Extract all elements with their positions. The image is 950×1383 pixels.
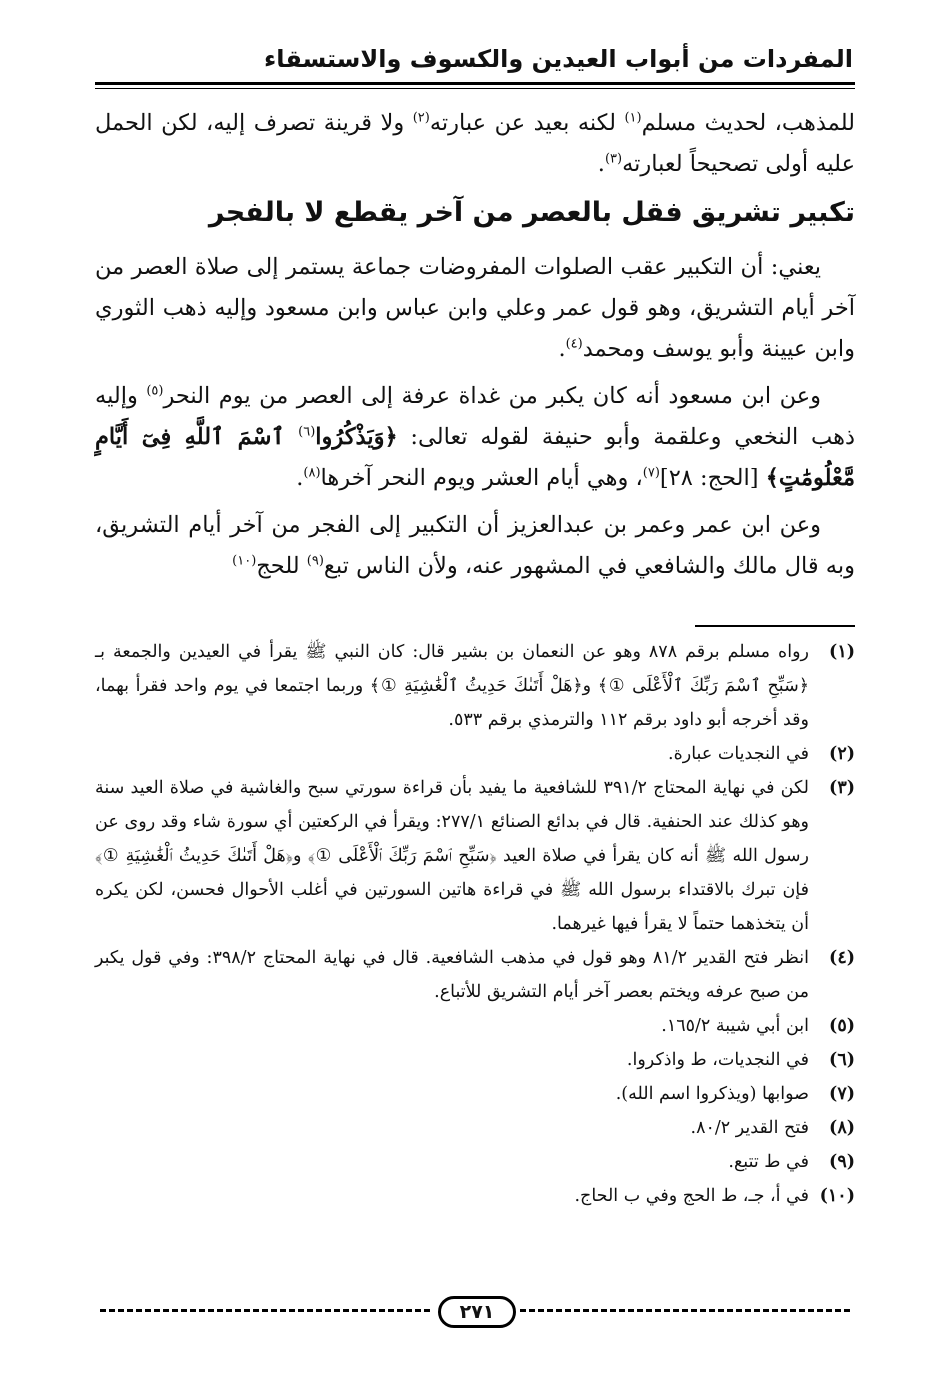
- footnotes: [95, 635, 855, 1213]
- footnote-text: انظر فتح القدير ٨١/٢ وهو قول في مذهب الشافعية. قال في نهاية المحتاج ٣٩٨/٢: وفي قول يكبر من صبح عرفه ويختم بعصر آخر أيام التشريق للأتباع.: [95, 948, 809, 1002]
- footnote-number: (٢): [829, 744, 855, 764]
- footnote-text: في النجديات عبارة.: [668, 744, 809, 764]
- page-number: ٢٧١: [438, 1296, 516, 1328]
- footnote-number: (٦): [829, 1050, 855, 1070]
- paragraph-3: [95, 376, 855, 499]
- footnote-ref-5[interactable]: (٥): [146, 383, 164, 399]
- quran-quote-part-2: ٱسْمَ ٱللَّهِ فِىٓ أَيَّامٍ مَّعْلُومَٰتٍ﴾: [95, 424, 855, 491]
- footnote: [95, 1043, 855, 1077]
- footnote: [95, 1009, 855, 1043]
- footnote-ref-2[interactable]: (٢): [412, 110, 430, 126]
- p3-text-d: ، وهي أيام العشر ويوم النحر آخرها: [320, 465, 643, 491]
- footnote-text: ابن أبي شيبة ١٦٥/٢.: [661, 1016, 809, 1036]
- p1-text-a: للمذهب، لحديث مسلم: [641, 110, 855, 136]
- footnote: [95, 941, 855, 1009]
- footnote-ref-3[interactable]: (٣): [604, 151, 623, 167]
- paragraph-4: [95, 505, 855, 587]
- p1-text-d: .: [597, 151, 605, 177]
- footnote-text: في أ، جـ، ط الحج وفي ب الحاج.: [574, 1186, 809, 1206]
- footnote-text: في ط تتبع.: [728, 1152, 809, 1172]
- footnote-ref-10[interactable]: (١٠): [232, 553, 257, 569]
- footnote-ref-4[interactable]: (٤): [565, 336, 583, 352]
- page-footer: [100, 1296, 850, 1326]
- p2-text-b: .: [558, 336, 566, 362]
- footnote-number: (٣): [829, 778, 855, 798]
- footnote-ref-7[interactable]: (٧): [642, 465, 660, 481]
- footnote: [95, 737, 855, 771]
- footnote: [95, 1179, 855, 1213]
- footer-dashed-rule-left: [100, 1309, 430, 1312]
- p3-text-b: وإليه ذهب النخعي وعلقمة وأبو حنيفة لقوله تعالى:: [95, 383, 856, 450]
- footnote-number: (٨): [829, 1118, 855, 1138]
- footnote-text: فتح القدير ٨٠/٢.: [690, 1118, 809, 1138]
- footnote-number: (١٠): [819, 1186, 855, 1206]
- footnote-number: (٧): [829, 1084, 855, 1104]
- footnote: [95, 635, 855, 737]
- p3-text-c: [الحج: ٢٨]: [659, 465, 766, 491]
- footnote-ref-9[interactable]: (٩): [306, 553, 324, 569]
- footnote: [95, 1145, 855, 1179]
- footnote-text: في النجديات، ط واذكروا.: [626, 1050, 809, 1070]
- footnote: [95, 771, 855, 941]
- footnote-separator: [695, 625, 855, 627]
- paragraph-1: [95, 103, 855, 185]
- footnote-ref-6[interactable]: (٦): [298, 424, 316, 440]
- header-rule: [95, 82, 855, 89]
- footer-dashed-rule-right: [520, 1309, 850, 1312]
- footnote-number: (١): [829, 642, 855, 662]
- footnote-text: صوابها (ويذكروا اسم الله).: [615, 1084, 809, 1104]
- p4-text-a: وعن ابن عمر وعمر بن عبدالعزيز أن التكبير إلى الفجر من آخر أيام التشريق، وبه قال مالك والشافعي في المشهور عنه، ولأن الناس تبع: [95, 512, 855, 579]
- verse-heading: تكبير تشريق فقل بالعصر من آخر يقطع لا بالفجر: [208, 197, 855, 228]
- footnote-text: لكن في نهاية المحتاج ٣٩١/٢ للشافعية ما يفيد بأن قراءة سورتي سبح والغاشية في صلاة العيد سنة وهو كذلك عند الحنفية. قال في بدائع الصنائع ٢٧٧/١: ويقرأ في الركعتين أي سورة شاء وقد روى عن رسول الله ﷺ أنه كان يقرأ في صلاة العيد ﴿سَبِّحِ ٱسْمَ رَبِّكَ ٱلْأَعْلَى ①﴾ و﴿هَلْ أَتَىٰكَ حَدِيثُ ٱلْغَٰشِيَةِ ①﴾ فإن تبرك بالاقتداء برسول الله ﷺ في قراءة هاتين السورتين في أغلب الأحوال فحسن، لكن يكره أن يتخذهما حتماً لا يقرأ فيها غيرهما.: [95, 778, 809, 934]
- quran-quote-part-1: ﴿وَيَذْكُرُوا: [315, 424, 398, 450]
- p4-text-b: للحج: [256, 553, 307, 579]
- footnote: [95, 1077, 855, 1111]
- footnote: [95, 1111, 855, 1145]
- main-text: [95, 103, 855, 587]
- footnote-number: (٩): [829, 1152, 855, 1172]
- paragraph-2: [95, 247, 855, 370]
- footnote-number: (٤): [829, 948, 855, 968]
- footnote-text: رواه مسلم برقم ٨٧٨ وهو عن النعمان بن بشير قال: كان النبي ﷺ يقرأ في العيدين والجمعة بـ ﴿سَبِّحِ ٱسْمَ رَبِّكَ ٱلْأَعْلَى ①﴾ و﴿هَلْ أَتَىٰكَ حَدِيثُ ٱلْغَٰشِيَةِ ①﴾ وربما اجتمعا في يوم واحد فقرأ بهما، وقد أخرجه أبو داود برقم ١١٢ والترمذي برقم ٥٣٣.: [95, 642, 809, 730]
- running-title: المفردات من أبواب العيدين والكسوف والاستسقاء: [264, 45, 853, 73]
- p2-text-a: يعني: أن التكبير عقب الصلوات المفروضات جماعة يستمر إلى صلاة العصر من آخر أيام التشريق، وهو قول عمر وعلي وابن عباس وابن مسعود وإليه ذهب الثوري وابن عيينة وأبو يوسف ومحمد: [95, 254, 855, 362]
- p1-text-b: لكنه بعيد عن عبارته: [429, 110, 625, 136]
- p1-text-c: ولا قرينة تصرف إليه، لكن الحمل عليه أولى تصحيحاً لعبارته: [95, 110, 855, 177]
- footnote-number: (٥): [829, 1016, 855, 1036]
- footnote-ref-1[interactable]: (١): [624, 110, 642, 126]
- book-page: [95, 40, 855, 1213]
- footnote-ref-8[interactable]: (٨): [303, 465, 321, 481]
- p3-text-a: وعن ابن مسعود أنه كان يكبر من غداة عرفة إلى العصر من يوم النحر: [163, 383, 821, 409]
- p3-text-e: .: [296, 465, 304, 491]
